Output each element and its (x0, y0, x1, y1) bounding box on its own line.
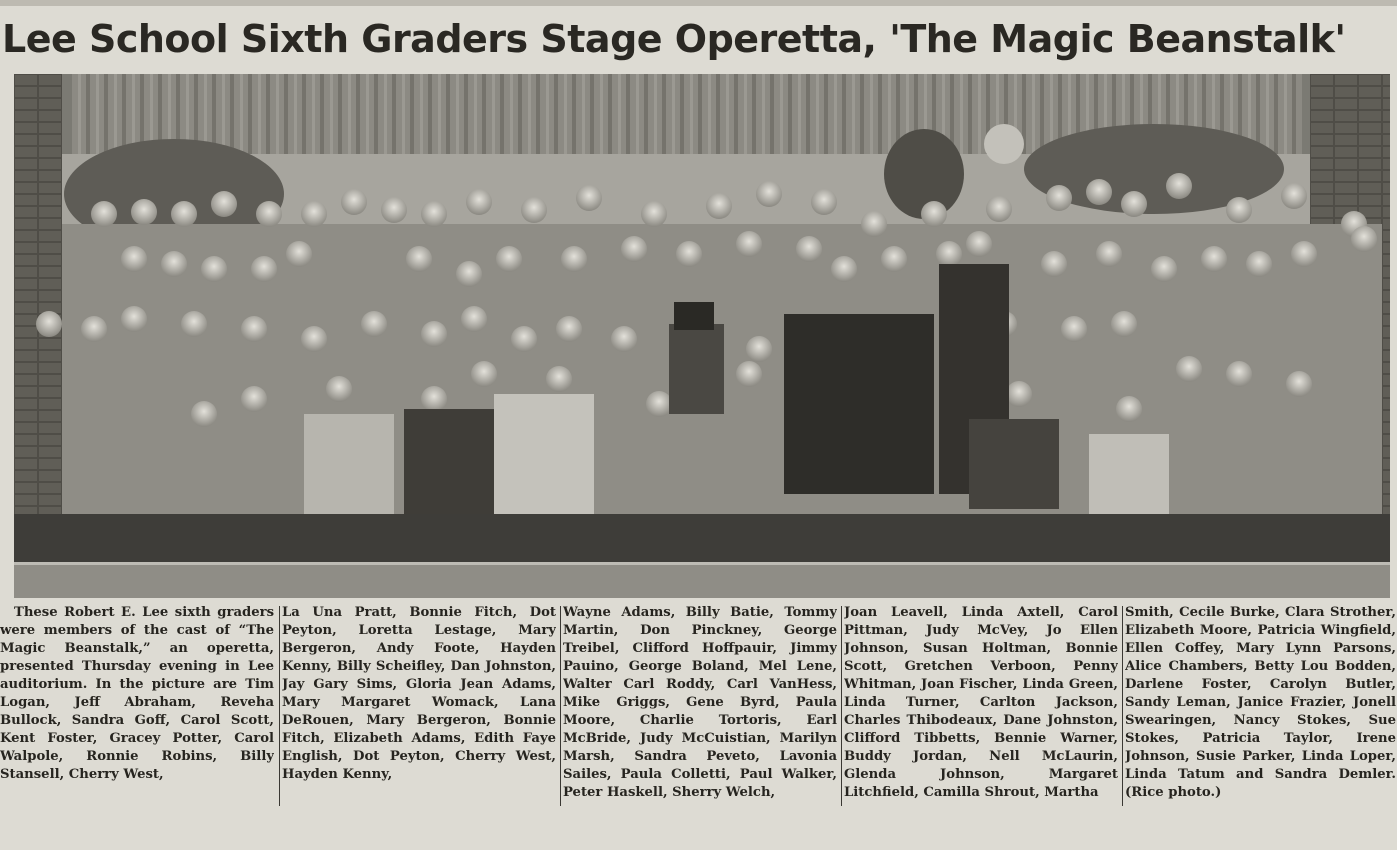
headline: Lee School Sixth Graders Stage Operetta, 'The Magic Beanstalk' (2, 17, 1346, 61)
caption-column-3 (563, 604, 837, 814)
caption-column-2 (282, 604, 556, 814)
clipping-top-edge (0, 0, 1397, 6)
caption-column-4 (844, 604, 1118, 814)
caption-text: La Una Pratt, Bonnie Fitch, Dot Peyton, Loretta Lestage, Mary Bergeron, Andy Foote, Hayden Kenny, Billy Scheifley, Dan Johnston, Jay Gary Sims, Gloria Jean Adams, Mary Margaret Womack, Lana DeRouen, Mary Bergeron, Bonnie Fitch, Elizabeth Adams, Edith Faye English, Dot Peyton, Cherry West, Hayden Kenny, (282, 605, 556, 782)
caption-columns (0, 604, 1397, 814)
column-divider (841, 606, 842, 806)
caption-text: Smith, Cecile Burke, Clara Strother, Elizabeth Moore, Patricia Wingfield, Ellen Coffey, Mary Lynn Parsons, Alice Chambers, Betty Lou Bodden, Darlene Foster, Carolyn Butler, Sandy Leman, Janice Frazier, Jonell Swearingen, Nancy Stokes, Sue Stokes, Patricia Taylor, Irene Johnson, Susie Parker, Linda Loper, Linda Tatum and Sandra Demler. (Rice photo.) (1125, 605, 1396, 800)
caption-text: Wayne Adams, Billy Batie, Tommy Martin, Don Pinckney, George Treibel, Clifford Hoffpauir, Jimmy Pauino, George Boland, Mel Lene, Walter Carl Roddy, Carl VanHess, Mike Griggs, Gene Byrd, Paula Moore, Charlie Tortoris, Earl McBride, Judy McCuistian, Marilyn Marsh, Sandra Peveto, Lavonia Sailes, Paula Colletti, Paul Walker, Peter Haskell, Sherry Welch, (563, 605, 837, 800)
column-divider (560, 606, 561, 806)
caption-column-1 (0, 604, 274, 814)
caption-column-5 (1125, 604, 1396, 814)
caption-text: Joan Leavell, Linda Axtell, Carol Pittman, Judy McVey, Jo Ellen Johnson, Susan Holtman, Bonnie Scott, Gretchen Verboon, Penny Whitman, Joan Fischer, Linda Green, Linda Turner, Carlton Jackson, Charles Thibodeaux, Dane Johnston, Clifford Tibbetts, Bennie Warner, Buddy Jordan, Nell McLaurin, Glenda Johnson, Margaret Litchfield, Camilla Shrout, Martha (844, 605, 1118, 800)
group-photo-stage-cast-icon (14, 74, 1390, 598)
column-divider (279, 606, 280, 806)
caption-text: These Robert E. Lee sixth graders were members of the cast of “The Magic Beanstalk,” an operetta, presented Thursday evening in Lee auditorium. In the picture are Tim Logan, Jeff Abraham, Reveha Bullock, Sandra Goff, Carol Scott, Kent Foster, Gracey Potter, Carol Walpole, Ronnie Robins, Billy Stansell, Cherry West, (0, 605, 274, 782)
column-divider (1122, 606, 1123, 806)
cast-group-photo (14, 74, 1390, 598)
